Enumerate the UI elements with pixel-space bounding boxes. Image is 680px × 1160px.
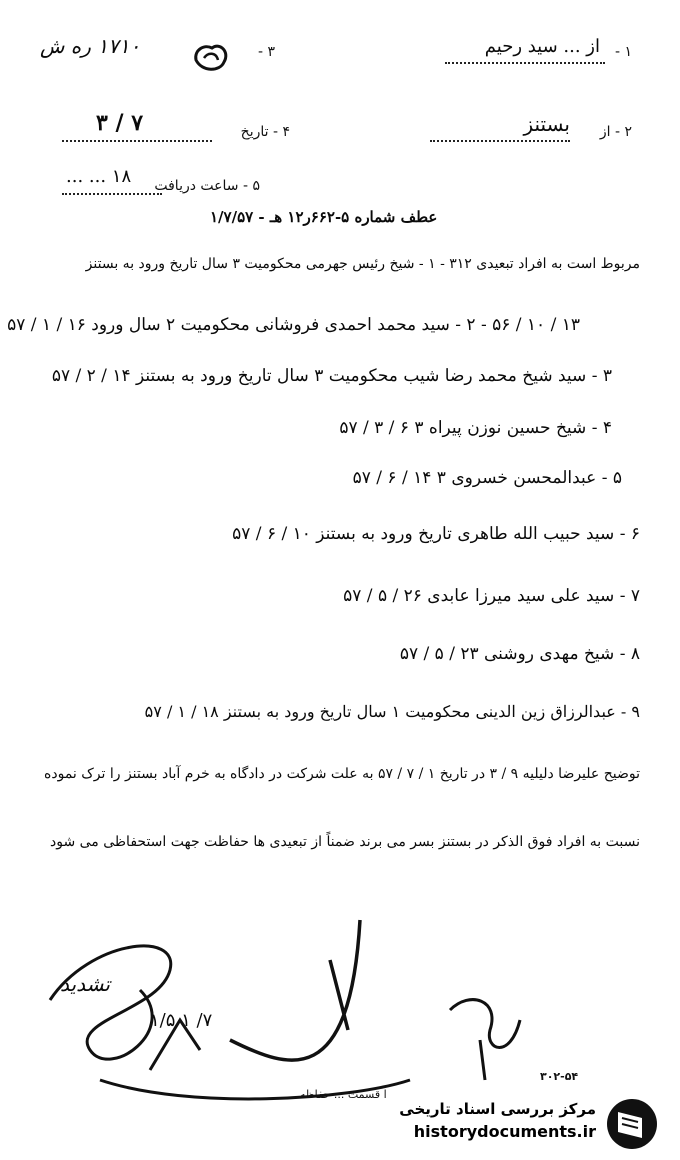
- field-5-dots: [62, 193, 162, 195]
- field-1-label: ۱ -: [614, 44, 632, 60]
- row-7: ۷ - سید علی سید میرزا عابدی ۲۶ / ۵ / ۵۷: [343, 586, 640, 606]
- signature-text: تشدید: [60, 972, 110, 996]
- row-9: ۹ - عبدالرزاق زین الدینی محکومیت ۱ سال تاریخ ورود به بستنز ۱۸ / ۱ / ۵۷: [144, 702, 640, 721]
- field-5-value: ۱۸ ... ...: [66, 166, 132, 187]
- bottom-stamp: ا قسمت ... حفاظه: [300, 1088, 387, 1101]
- watermark-url: historydocuments.ir: [413, 1122, 596, 1141]
- field-5-label: ۵ - ساعت دریافت: [154, 178, 260, 194]
- row-8: ۸ - شیخ مهدی روشنی ۲۳ / ۵ / ۵۷: [399, 644, 640, 664]
- field-3-label: ۳ -: [257, 44, 275, 60]
- field-2-value: بستنز: [523, 112, 570, 136]
- field-2-label: ۲ - از: [599, 124, 632, 140]
- document-code: ۳۰۲-۵۴: [540, 1070, 579, 1083]
- row-note: توضیح علیرضا دلیلیه ۹ / ۳ در تاریخ ۱ / ۷ / ۵۷ به علت شرکت در دادگاه به خرم آباد بستنز را ترک نموده: [44, 766, 640, 782]
- row-closing: نسبت به افراد فوق الذکر در بستنز بسر می برند ضمناً از تبعیدی ها حفاظت جهت استحفاظی می شود: [49, 834, 640, 850]
- field-2-dots: [430, 140, 570, 142]
- reference-line: عطف شماره ۵-۶۶۲ر۱۲ هـ - ۱/۷/۵۷: [210, 208, 438, 226]
- row-4: ۴ - شیخ حسین نوزن پیراه ۳ ۶ / ۳ / ۵۷: [339, 418, 612, 438]
- signature-icon: [30, 880, 550, 1120]
- row-1: مربوط است به افراد تبعیدی ۳۱۲ - ۱ - شیخ رئیس جهرمی محکومیت ۳ سال تاریخ ورود به بستنز: [85, 256, 640, 272]
- field-4-label: ۴ - تاریخ: [240, 124, 290, 140]
- marginal-date: ۷/ ۱ ۱/۵: [150, 1010, 213, 1031]
- field-1-value: از ... سید رحیم: [484, 36, 600, 57]
- emblem-icon: [190, 40, 232, 80]
- watermark-title: مرکز بررسی اسناد تاریخی: [399, 1100, 596, 1118]
- row-6: ۶ - سید حبیب الله طاهری تاریخ ورود به بستنز ۱۰ / ۶ / ۵۷: [232, 524, 640, 544]
- field-4-value: ۷ / ۳: [96, 110, 144, 136]
- row-5: ۵ - عبدالمحسن خسروی ۳ ۱۴ / ۶ / ۵۷: [352, 468, 622, 488]
- field-3-value: ۱۷۱۰ ره ش: [40, 34, 141, 58]
- archive-logo-icon: [604, 1096, 660, 1156]
- field-4-dots: [62, 140, 212, 142]
- row-2: ۱۳ / ۱۰ / ۵۶ - ۲ - سید محمد احمدی فروشانی محکومیت ۲ سال ورود ۱۶ / ۱ / ۵۷: [7, 315, 580, 335]
- field-1-dots: [445, 62, 605, 64]
- row-3: ۳ - سید شیخ محمد رضا شیب محکومیت ۳ سال تاریخ ورود به بستنز ۱۴ / ۲ / ۵۷: [51, 366, 612, 386]
